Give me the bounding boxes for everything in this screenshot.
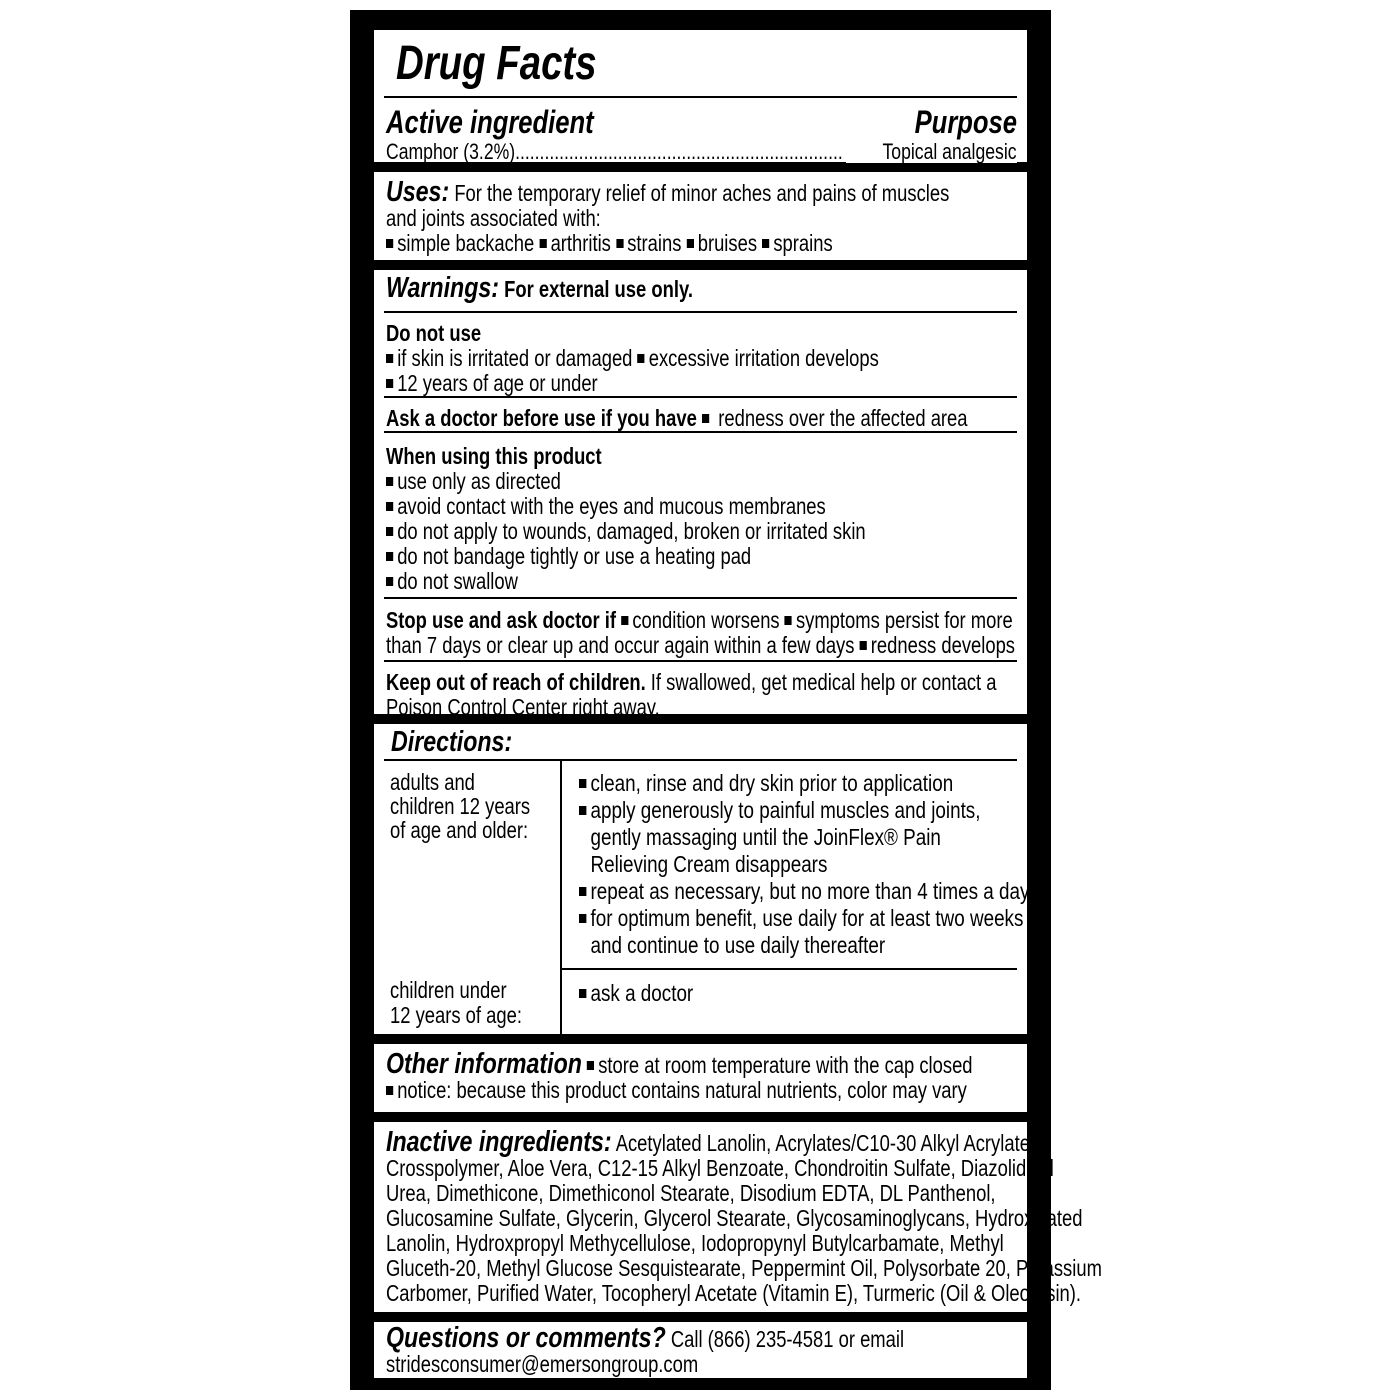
purpose-heading: Purpose	[914, 104, 1017, 140]
directions-heading: Directions:	[391, 726, 513, 758]
inactive-line: Urea, Dimethicone, Dimethiconol Stearate, Disodium EDTA, DL Panthenol,	[386, 1180, 996, 1206]
uses-items: simple backache arthritis strains bruises sprains	[386, 231, 949, 256]
active-ingredient-heading: Active ingredient	[386, 104, 594, 140]
when-using-item: do not swallow	[386, 569, 866, 594]
when-using-item: use only as directed	[386, 469, 866, 494]
uses-heading: Uses:	[386, 176, 450, 208]
questions-phone: Call (866) 235-4581 or email	[670, 1326, 905, 1352]
when-using-item: avoid contact with the eyes and mucous membranes	[386, 494, 866, 519]
do-not-use-heading: Do not use	[386, 320, 482, 346]
uses-section	[374, 172, 1027, 260]
uses-text-2: and joints associated with:	[386, 205, 601, 231]
directions-section	[374, 724, 1030, 1034]
external-use-text: For external use only.	[504, 276, 693, 302]
inactive-ingredients-heading: Inactive ingredients:	[386, 1126, 612, 1158]
drug-facts-title: Drug Facts	[396, 37, 597, 90]
adults-label: adults and children 12 years of age and older:	[390, 769, 531, 843]
dot-leader: ...................................................................	[515, 139, 843, 164]
stop-use-row-2: than 7 days or clear up and occur again within a few days redness develops	[386, 632, 1016, 658]
other-info-item: notice: because this product contains natural nutrients, color may vary	[397, 1077, 967, 1103]
keep-out-row-2: Poison Control Center right away.	[386, 694, 660, 720]
inactive-line: Acetylated Lanolin, Acrylates/C10-30 Alkyl Acrylate	[615, 1130, 1030, 1156]
other-info-item: store at room temperature with the cap closed	[598, 1052, 973, 1078]
ingredient-name: Camphor (3.2%)	[386, 139, 516, 164]
inactive-line: Glucosamine Sulfate, Glycerin, Glycerol Stearate, Glycosaminoglycans, Hydroxylated	[386, 1205, 1083, 1231]
inactive-ingredients-section	[374, 1122, 1102, 1312]
when-using-item: do not bandage tightly or use a heating pad	[386, 544, 866, 569]
active-ingredient-section	[374, 30, 1027, 162]
warnings-heading: Warnings:	[386, 272, 499, 304]
questions-email: stridesconsumer@emersongroup.com	[386, 1351, 699, 1377]
keep-out-row-1: Keep out of reach of children. If swallowed, get medical help or contact a	[386, 669, 997, 695]
stop-use-row-1: Stop use and ask doctor if condition worsens symptoms persist for more	[386, 607, 1013, 633]
questions-section	[374, 1322, 1027, 1378]
do-not-use-age: 12 years of age or under	[386, 371, 879, 396]
other-information-section	[374, 1044, 1027, 1112]
drug-facts-panel	[350, 10, 1102, 1390]
warnings-section	[374, 270, 1027, 720]
purpose-text: Topical analgesic	[846, 141, 1017, 163]
ask-doctor-row: Ask a doctor before use if you have redness over the affected area	[386, 405, 968, 431]
adults-directions: clean, rinse and dry skin prior to application apply generously to painful muscles and joints, gently massaging until the JoinFlex® Pain Relieving Cream disappears repeat as necessary, but no more than 4 times a day for optimum benefit, use daily for at least two weeks and continue to use daily thereafter	[579, 770, 1128, 959]
inactive-line: Carbomer, Purified Water, Tocopheryl Acetate (Vitamin E), Turmeric (Oil & Oleoresin).	[386, 1280, 1082, 1306]
inactive-line: Lanolin, Hydroxpropyl Methycellulose, Iodopropynyl Butylcarbamate, Methyl	[386, 1230, 1004, 1256]
do-not-use-items: if skin is irritated or damaged excessive irritation develops	[386, 346, 879, 371]
inactive-line: Crosspolymer, Aloe Vera, C12-15 Alkyl Benzoate, Chondroitin Sulfate, Diazolidinyl	[386, 1155, 1054, 1181]
inactive-line: Gluceth-20, Methyl Glucose Sesquistearate, Peppermint Oil, Polysorbate 20, Potassium	[386, 1255, 1102, 1281]
children-label: children under 12 years of age:	[390, 977, 522, 1028]
questions-heading: Questions or comments?	[386, 1322, 666, 1354]
other-information-heading: Other information	[386, 1048, 582, 1080]
when-using-heading: When using this product	[386, 443, 602, 469]
uses-text-1: For the temporary relief of minor aches and pains of muscles	[454, 180, 950, 206]
when-using-item: do not apply to wounds, damaged, broken or irritated skin	[386, 519, 866, 544]
children-directions: ask a doctor	[579, 980, 718, 1007]
